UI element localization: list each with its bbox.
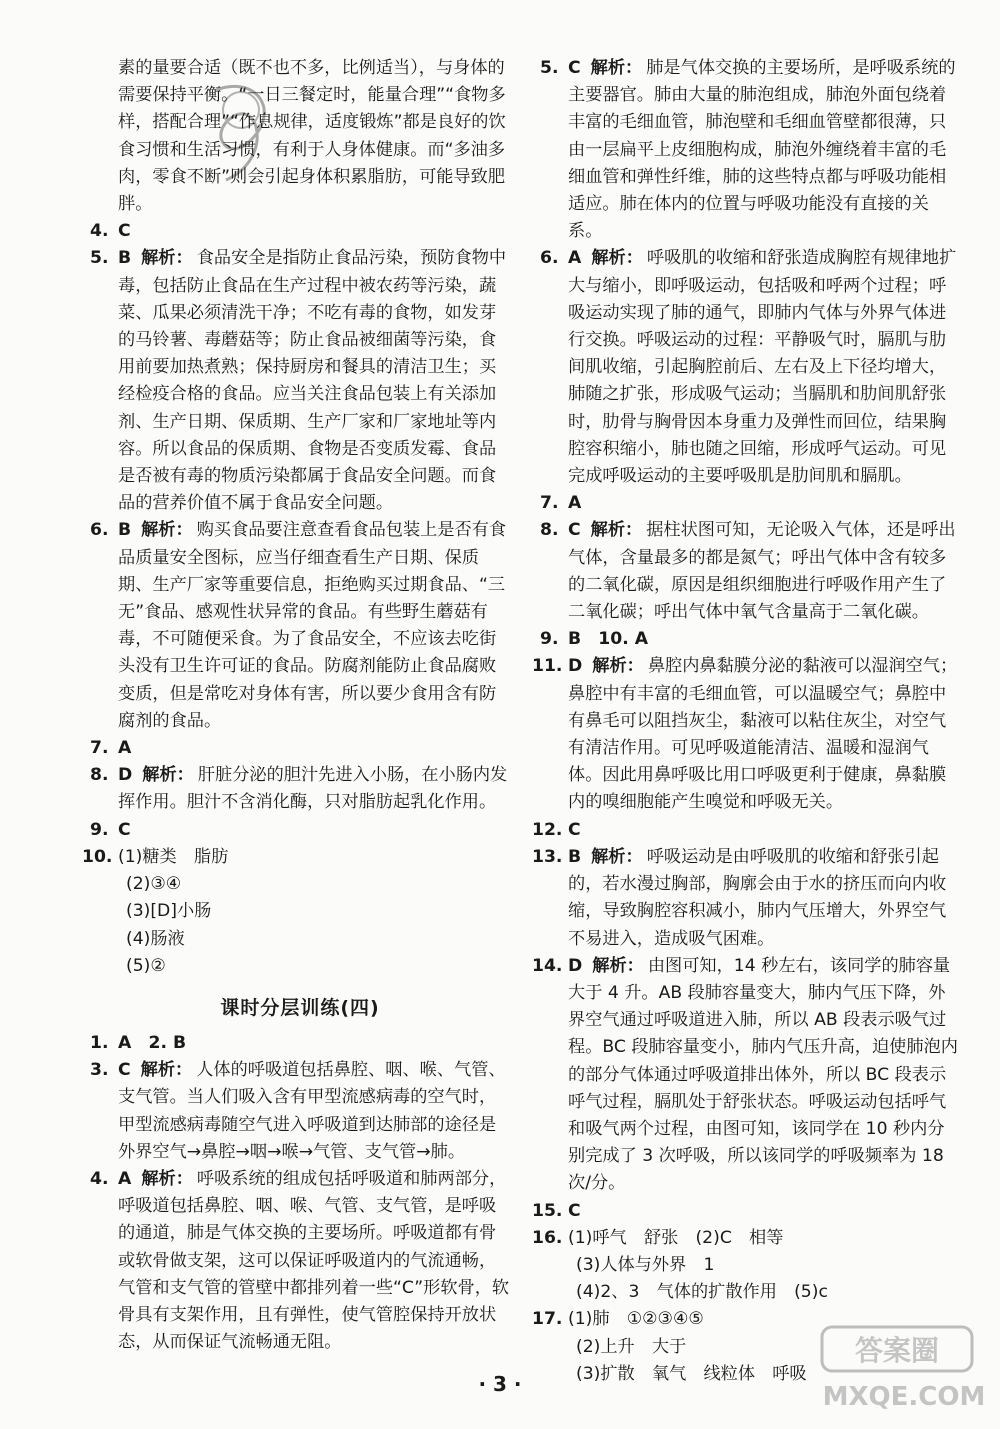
- watermark-logo-icon: [820, 1323, 988, 1415]
- answer-item-7: 7. A: [90, 738, 132, 759]
- answer-item-8r: 8. C 解析： 据柱状图可知，无论吸入气体，还是呼出气体，含量最多的都是氮气；呼出气体中含有较多的二氧化碳，原因是组织细胞进行呼吸作用产生了二氧化碳；呼出气体中氧气含量高于二氧化碳。: [540, 520, 956, 623]
- answer-item-6: 6. B 解析： 购买食品要注意查看食品包装上是否有食品质量安全图标，应当仔细查看生产日期、保质期、生产厂家等重要信息，拒绝购买过期食品、“三无”食品、感观性状异常的食品。有些野生蘑菇有毒，不可随便采食。为了食品安全，不应该去吃街头没有卫生许可证的食品。防腐剂能防止食品腐败变质，但是常吃对身体有害，所以要少食用含有防腐剂的食品。: [90, 520, 507, 731]
- answer-item-16r: 16. (1)呼气 舒张 (2)C 相等 (3)人体与外界 1 (4)2、3 气体的扩散作用 (5)c: [540, 1225, 960, 1307]
- answer-item-5r: 5. C 解析： 肺是气体交换的主要场所，是呼吸系统的主要器官。肺由大量的肺泡组成，肺泡外面包绕着丰富的毛细血管，肺泡壁和毛细血管壁都很薄，只由一层扁平上皮细胞构成，肺泡外缠绕着丰富的毛细血管和弹性纤维，肺的这些特点都与呼吸功能相适应。肺在体内的位置与呼吸功能没有直接的关系。: [540, 58, 956, 242]
- answer-line: (5)②: [126, 955, 166, 976]
- answer-item-9: 9. C: [90, 819, 131, 840]
- intro-continuation: 素的量要合适（既不也不多，比例适当），与身体的需要保持平衡。“一日三餐定时，能量合理”“食物多样，搭配合理”“作息规律，适度锻炼”都是良好的饮食习惯和生活习惯，有利于人身体健康。而“多油多肉，零食不断”则会引起身体积累脂肪，可能导致肥胖。: [118, 58, 506, 215]
- answer-item-10: 10. (1)糖类 脂肪 (2)③④ (3)[D]小肠 (4)肠液 (5)②: [90, 844, 510, 980]
- answer-item-7r: 7. A: [540, 493, 582, 514]
- section-title: 课时分层训练(四): [220, 996, 380, 1019]
- answer-item-17r: 17. (1)肺 ①②③④⑤ (2)上升 大于 (3)扩散 氧气 线粒体 呼吸: [540, 1306, 960, 1388]
- answer-line: (4)2、3 气体的扩散作用 (5)c: [576, 1282, 828, 1303]
- answer-item-11r: 11. D 解析： 鼻腔内鼻黏膜分泌的黏液可以湿润空气；鼻腔中有丰富的毛细血管，可以温暖空气；鼻腔中有鼻毛可以阻挡灰尘，黏液可以粘住灰尘，对空气有清洁作用。可见呼吸道能清洁、温暖和湿润气体。因此用鼻呼吸比用口呼吸更利于健康，鼻黏膜内的嗅细胞能产生嗅觉和呼吸无关。: [532, 656, 958, 813]
- answer-line: (2)③④: [126, 874, 182, 895]
- answer-line: (1)呼气 舒张 (2)C 相等: [568, 1227, 784, 1248]
- right-column: [532, 55, 960, 1388]
- answer-line: (2)上升 大于: [576, 1336, 687, 1357]
- answer-line: (1)肺 ①②③④⑤: [568, 1309, 704, 1330]
- left-column: [82, 55, 510, 1356]
- answer-item-4: 4. C: [90, 221, 131, 242]
- answer-line: (3)扩散 氧气 线粒体 呼吸: [576, 1363, 807, 1384]
- answer-item-5: 5. B 解析： 食品安全是指防止食品污染，预防食物中毒，包括防止食品在生产过程中被农药等污染，蔬菜、瓜果必须清洗干净；不吃有毒的食物，如发芽的马铃薯、毒蘑菇等；防止食品被细菌等污染，食用前要加热煮熟；保持厨房和餐具的清洁卫生；买经检疫合格的食品。应当关注食品包装上有关添加剂、生产日期、保质期、生产厂家和厂家地址等内容。所以食品的保质期、食物是否变质发霉、食品是否被有毒的物质污染都属于食品安全问题。而食品的营养价值不属于食品安全问题。: [90, 248, 507, 514]
- svg-text:MXQE.COM: MXQE.COM: [822, 1382, 986, 1412]
- answer-item-4b: 4. A 解析： 呼吸系统的组成包括呼吸道和肺两部分，呼吸道包括鼻腔、咽、喉、气管、支气管，是呼吸的通道，肺是气体交换的主要场所。呼吸道都有骨或软骨做支架，这可以保证呼吸道内的气流通畅，气管和支气管的管壁中都排列着一些“C”形软骨，软骨具有支架作用，且有弹性，使气管腔保持开放状态，从而保证气流畅通无阻。: [90, 1168, 510, 1353]
- page-number: · 3 ·: [478, 1372, 522, 1396]
- answer-item-8: 8. D 解析： 肝脏分泌的胆汁先进入小肠，在小肠内发挥作用。胆汁不含消化酶，只对脂肪起乳化作用。: [90, 765, 508, 813]
- answer-item-3: 3. C 解析： 人体的呼吸道包括鼻腔、咽、喉、气管、支气管。当人们吸入含有甲型流感病毒的空气时，甲型流感病毒随空气进入呼吸道到达肺部的途径是外界空气→鼻腔→咽→喉→气管、支气管→肺。: [90, 1060, 506, 1162]
- answer-item-14r: 14. D 解析： 由图可知，14 秒左右，该同学的肺容量大于 4 升。AB 段肺容量变大，肺内气压下降，外界空气通过呼吸道进入肺，所以 AB 段表示吸气过程。BC 段肺容量变小，肺内气压升高，迫使肺泡内的部分气体通过呼吸道排出体外，所以 BC 段表示呼气过程，膈肌处于舒张状态。呼吸运动包括呼气和吸气两个过程，由图可知，该同学在 10 秒内分别完成了 3 次呼吸，所以该同学的呼吸频率为 18 次/分。: [532, 955, 958, 1194]
- answer-item-6r: 6. A 解析： 呼吸肌的收缩和舒张造成胸腔有规律地扩大与缩小，即呼吸运动，包括吸和呼两个过程；呼吸运动实现了肺的通气，即肺内气体与外界气体进行交换。呼吸运动的过程：平静吸气时，膈肌与肋间肌收缩，引起胸腔前后、左右及上下径均增大，肺随之扩张，形成吸气运动；当膈肌和肋间肌舒张时，肋骨与胸骨因本身重力及弹性而回位，结果胸腔容积缩小，肺也随之回缩，形成呼气运动。可见完成呼吸运动的主要呼吸肌是肋间肌和膈肌。: [540, 248, 957, 487]
- answer-line: (3)人体与外界 1: [576, 1254, 715, 1275]
- answer-item-9-10r: 9. B 10. A: [540, 629, 649, 650]
- answer-line: (3)[D]小肠: [126, 901, 212, 922]
- answer-item-1-2: 1. A 2. B: [90, 1032, 187, 1053]
- answer-line: (1)糖类 脂肪: [118, 846, 229, 867]
- svg-text:答案圈: 答案圈: [854, 1334, 940, 1367]
- answer-item-15r: 15. C: [532, 1200, 581, 1221]
- answer-item-13r: 13. B 解析： 呼吸运动是由呼吸肌的收缩和舒张引起的，若水漫过胸部，胸廓会由于水的挤压而向内收缩，导致胸腔容积减小，肺内气压增大，外界空气不易进入，造成吸气困难。: [532, 846, 947, 949]
- answer-line: (4)肠液: [126, 928, 185, 949]
- answer-item-12r: 12. C: [532, 819, 581, 840]
